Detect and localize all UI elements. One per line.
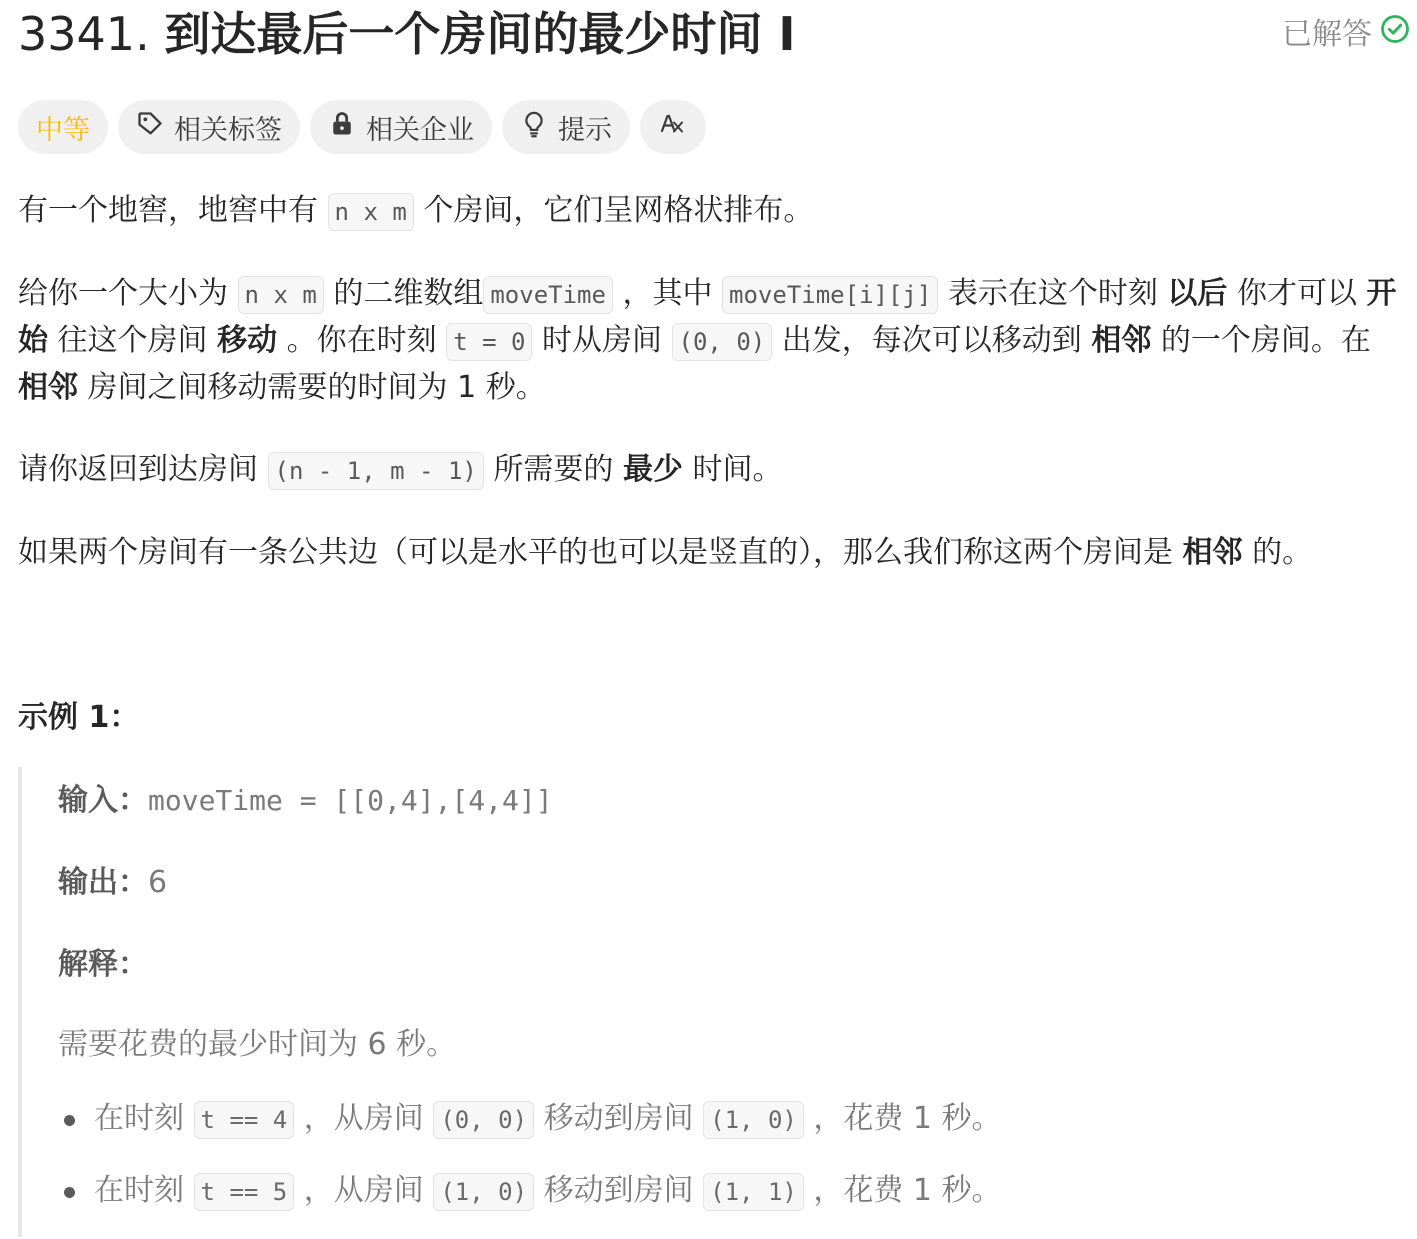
text: 出发，每次可以移动到 xyxy=(781,323,1082,358)
text: ，花费 1 秒。 xyxy=(813,1173,1002,1208)
bold-text: 移动 xyxy=(217,323,278,358)
tag-icon xyxy=(136,110,164,145)
inline-code: (1, 0) xyxy=(433,1173,534,1211)
text: 所需要的 xyxy=(493,452,614,487)
bold-text: 相邻 xyxy=(1182,535,1243,570)
text: 个房间，它们呈网格状排布。 xyxy=(423,193,814,228)
output-value: 6 xyxy=(148,865,168,900)
text: 时间。 xyxy=(692,452,783,487)
title-row xyxy=(18,4,1408,68)
inline-code: n x m xyxy=(238,276,324,314)
hint-button[interactable] xyxy=(502,100,630,154)
description-paragraph xyxy=(18,530,1403,576)
bold-text: 最少 xyxy=(622,452,683,487)
text: 表示在这个时刻 xyxy=(947,276,1158,311)
inline-code: (1, 0) xyxy=(703,1101,804,1139)
related-companies-label: 相关企业 xyxy=(366,114,474,146)
text: 时从房间 xyxy=(541,323,662,358)
example-input xyxy=(58,775,553,819)
text: 的二维数组 xyxy=(333,276,484,311)
description-paragraph xyxy=(18,188,1403,235)
check-circle-icon xyxy=(1380,14,1410,55)
explain-label: 解释： xyxy=(58,947,148,982)
inline-code: t == 5 xyxy=(194,1173,295,1211)
related-tags-label: 相关标签 xyxy=(174,114,282,146)
input-label: 输入： xyxy=(58,783,148,818)
inline-code: n x m xyxy=(328,193,414,231)
example-title: 示例 1： xyxy=(18,700,140,735)
inline-code: moveTime[i][j] xyxy=(722,276,938,314)
inline-code: t = 0 xyxy=(446,323,532,361)
text: ，从房间 xyxy=(303,1101,424,1136)
hint-label: 提示 xyxy=(558,114,612,146)
lock-icon xyxy=(328,110,356,145)
text: 移动到房间 xyxy=(543,1101,694,1136)
description-paragraph xyxy=(18,271,1403,411)
output-label: 输出： xyxy=(58,865,148,900)
bold-text: 相邻 xyxy=(18,370,78,405)
bold-text: 相邻 xyxy=(1091,323,1152,358)
text: 在时刻 xyxy=(94,1101,184,1136)
text: ，花费 1 秒。 xyxy=(813,1101,1002,1136)
problem-number: 3341. xyxy=(18,7,150,61)
inline-code: (n - 1, m - 1) xyxy=(268,452,484,490)
text: 移动到房间 xyxy=(543,1173,694,1208)
example-explanation-label xyxy=(58,939,148,983)
inline-code: (1, 1) xyxy=(703,1173,804,1211)
text: 往这个房间 xyxy=(57,323,208,358)
tag-bar xyxy=(18,100,706,154)
text: 有一个地窖，地窖中有 xyxy=(18,193,318,228)
text: ，从房间 xyxy=(303,1173,424,1208)
example-output xyxy=(58,857,167,901)
lightbulb-icon xyxy=(520,110,548,145)
list-item xyxy=(58,1167,1002,1239)
problem-description xyxy=(18,188,1403,576)
example-explanation-text: 需要花费的最少时间为 6 秒。 xyxy=(58,1027,457,1062)
translate-icon xyxy=(659,110,687,145)
problem-title xyxy=(18,4,795,64)
list-item xyxy=(58,1095,1002,1167)
explanation-steps xyxy=(58,1095,1002,1239)
related-companies-button[interactable] xyxy=(310,100,492,154)
inline-code: (0, 0) xyxy=(672,323,773,361)
inline-code: t == 4 xyxy=(194,1101,295,1139)
text: 请你返回到达房间 xyxy=(18,452,258,487)
translate-button[interactable] xyxy=(640,100,706,154)
example-block xyxy=(18,767,1407,1237)
bold-text: 开始 xyxy=(18,276,1397,358)
text: 的。 xyxy=(1252,535,1313,570)
text: 。你在时刻 xyxy=(286,323,437,358)
bold-text: 以后 xyxy=(1167,276,1228,311)
solved-label: 已解答 xyxy=(1282,16,1372,52)
text: 在时刻 xyxy=(94,1173,184,1208)
inline-code: (0, 0) xyxy=(433,1101,534,1139)
inline-code: moveTime xyxy=(483,276,613,314)
text: 房间之间移动需要的时间为 1 秒。 xyxy=(87,370,546,405)
input-value: moveTime = [[0,4],[4,4]] xyxy=(148,784,553,817)
text: ，其中 xyxy=(622,276,713,311)
text: 你才可以 xyxy=(1236,276,1357,311)
related-tags-button[interactable] xyxy=(118,100,300,154)
difficulty-badge[interactable]: 中等 xyxy=(18,100,108,154)
description-paragraph xyxy=(18,447,1403,494)
problem-name: 到达最后一个房间的最少时间 I xyxy=(164,7,796,61)
text: 的一个房间。在 xyxy=(1160,323,1371,358)
solved-status xyxy=(1282,14,1410,55)
text: 如果两个房间有一条公共边（可以是水平的也可以是竖直的），那么我们称这两个房间是 xyxy=(18,535,1173,570)
text: 给你一个大小为 xyxy=(18,276,228,311)
